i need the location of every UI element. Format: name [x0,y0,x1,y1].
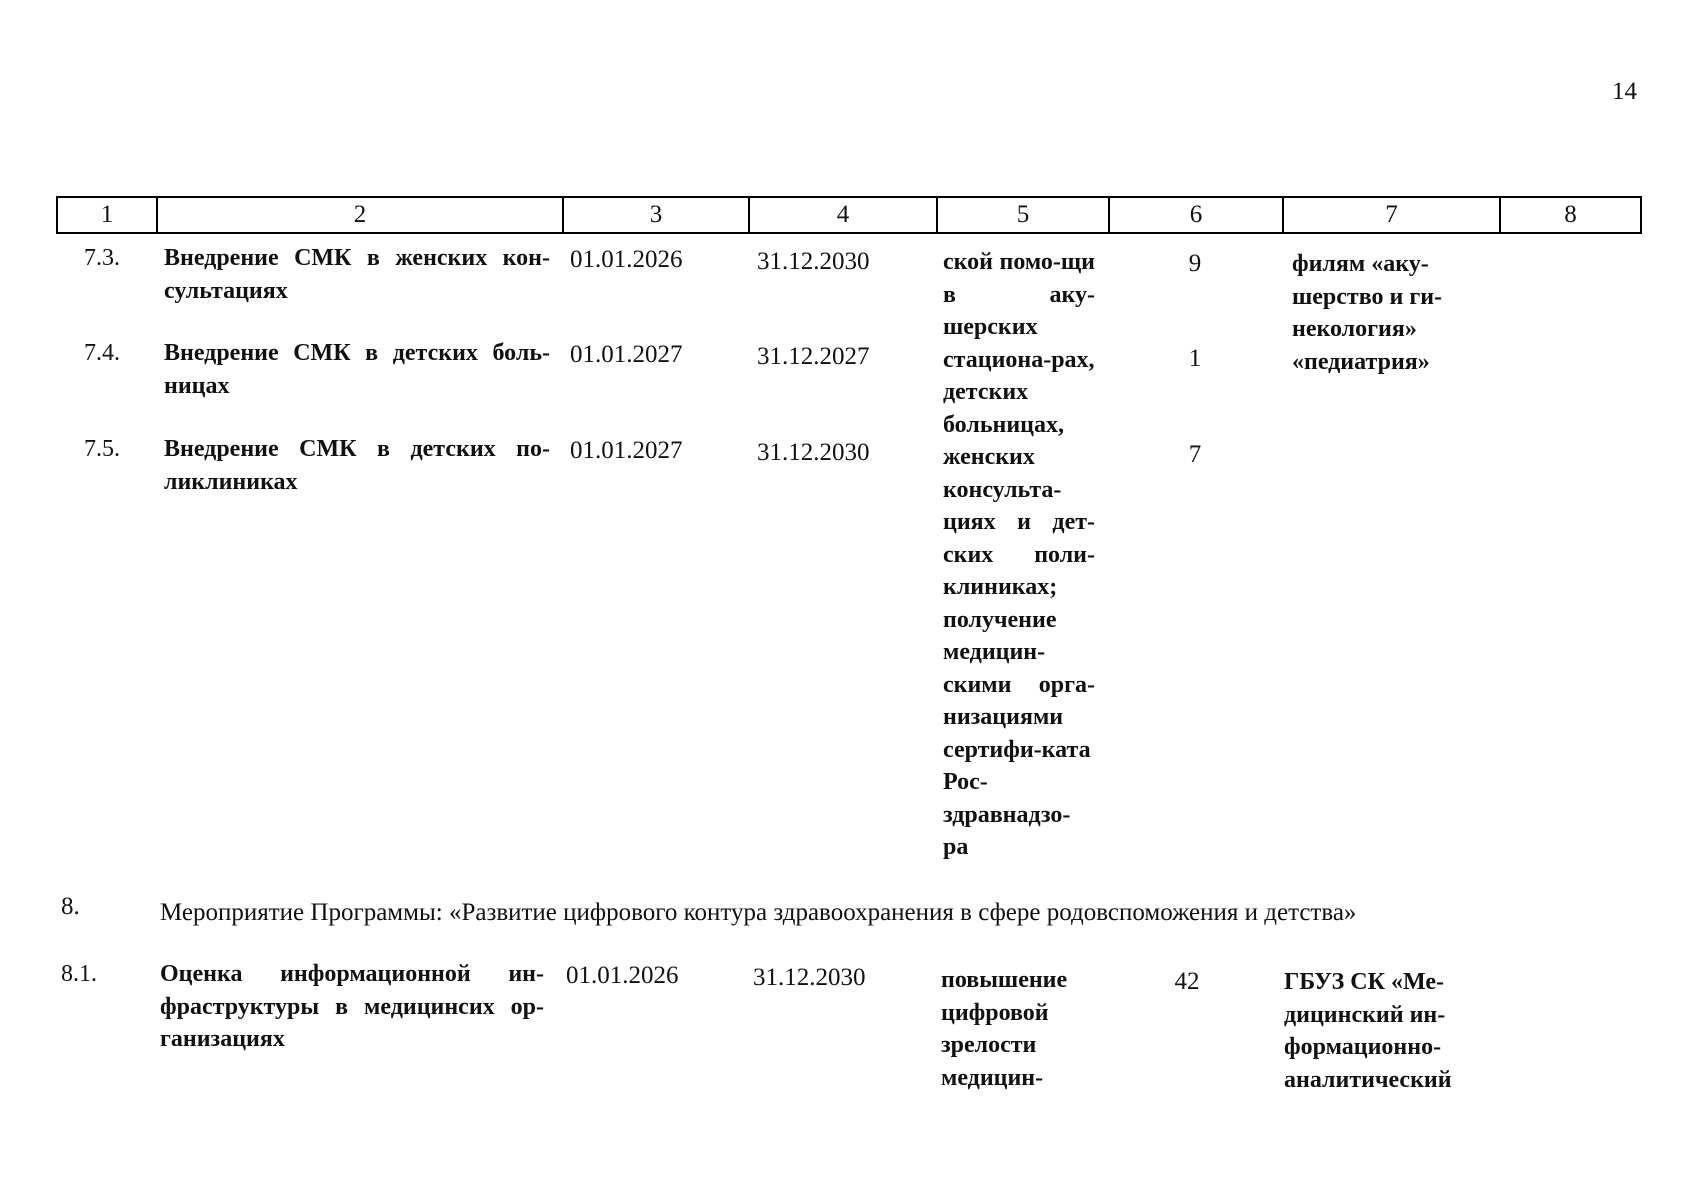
row-name: Внедрение СМК в детских по-ликлиниках [164,436,550,495]
row-name: Внедрение СМК в женских кон-сультациях [164,245,550,304]
column-header-2: 2 [156,198,562,232]
row-count: 7 [1188,441,1202,468]
group-executor: филям «аку-шерство и ги-некология» «педиатрия» [1292,251,1443,375]
section-number: 8. [61,893,80,920]
row-start-date: 01.01.2026 [566,962,679,989]
row-end-date: 31.12.2030 [753,964,866,991]
column-header-5: 5 [936,198,1108,232]
row-count: 9 [1188,250,1202,277]
row-count: 1 [1188,345,1202,372]
row-end-date: 31.12.2030 [757,248,870,275]
column-header-8: 8 [1499,198,1640,232]
column-header-4: 4 [748,198,936,232]
page-number: 14 [1612,78,1637,105]
table-header-row [56,196,1642,234]
row-number: 7.5. [84,436,120,462]
row-start-date: 01.01.2027 [570,341,683,368]
row-result: повышение цифровой зрелости медицин- [941,967,1068,1091]
section-title: Мероприятие Программы: «Развитие цифрового контура здравоохранения в сфере родовспоможения и детства» [160,899,1357,926]
row-number: 7.4. [84,340,120,366]
column-header-7: 7 [1282,198,1499,232]
row-end-date: 31.12.2030 [757,439,870,466]
row-number: 8.1. [61,961,97,987]
row-count: 42 [1174,968,1200,995]
group-expected-result: ской помо-щи в аку-шерских стациона-рах, детских больницах, женских консульта-циях и дет-ских поли-клиниках; получение медицин-скими орга-низациями сертифи-ката Рос-здравнадзо-ра [943,249,1095,860]
row-name: Внедрение СМК в детских боль-ницах [164,340,550,399]
column-header-1: 1 [100,201,114,228]
column-header-3: 3 [562,198,748,232]
row-executor: ГБУЗ СК «Ме-дицинский ин-формационно-аналитический [1284,969,1452,1093]
row-name: Оценка информационной ин-фраструктуры в медицинсих ор-ганизациях [160,961,544,1052]
row-number: 7.3. [84,245,120,271]
row-end-date: 31.12.2027 [757,343,870,370]
row-start-date: 01.01.2027 [570,437,683,464]
column-header-6: 6 [1108,198,1282,232]
row-start-date: 01.01.2026 [570,246,683,273]
